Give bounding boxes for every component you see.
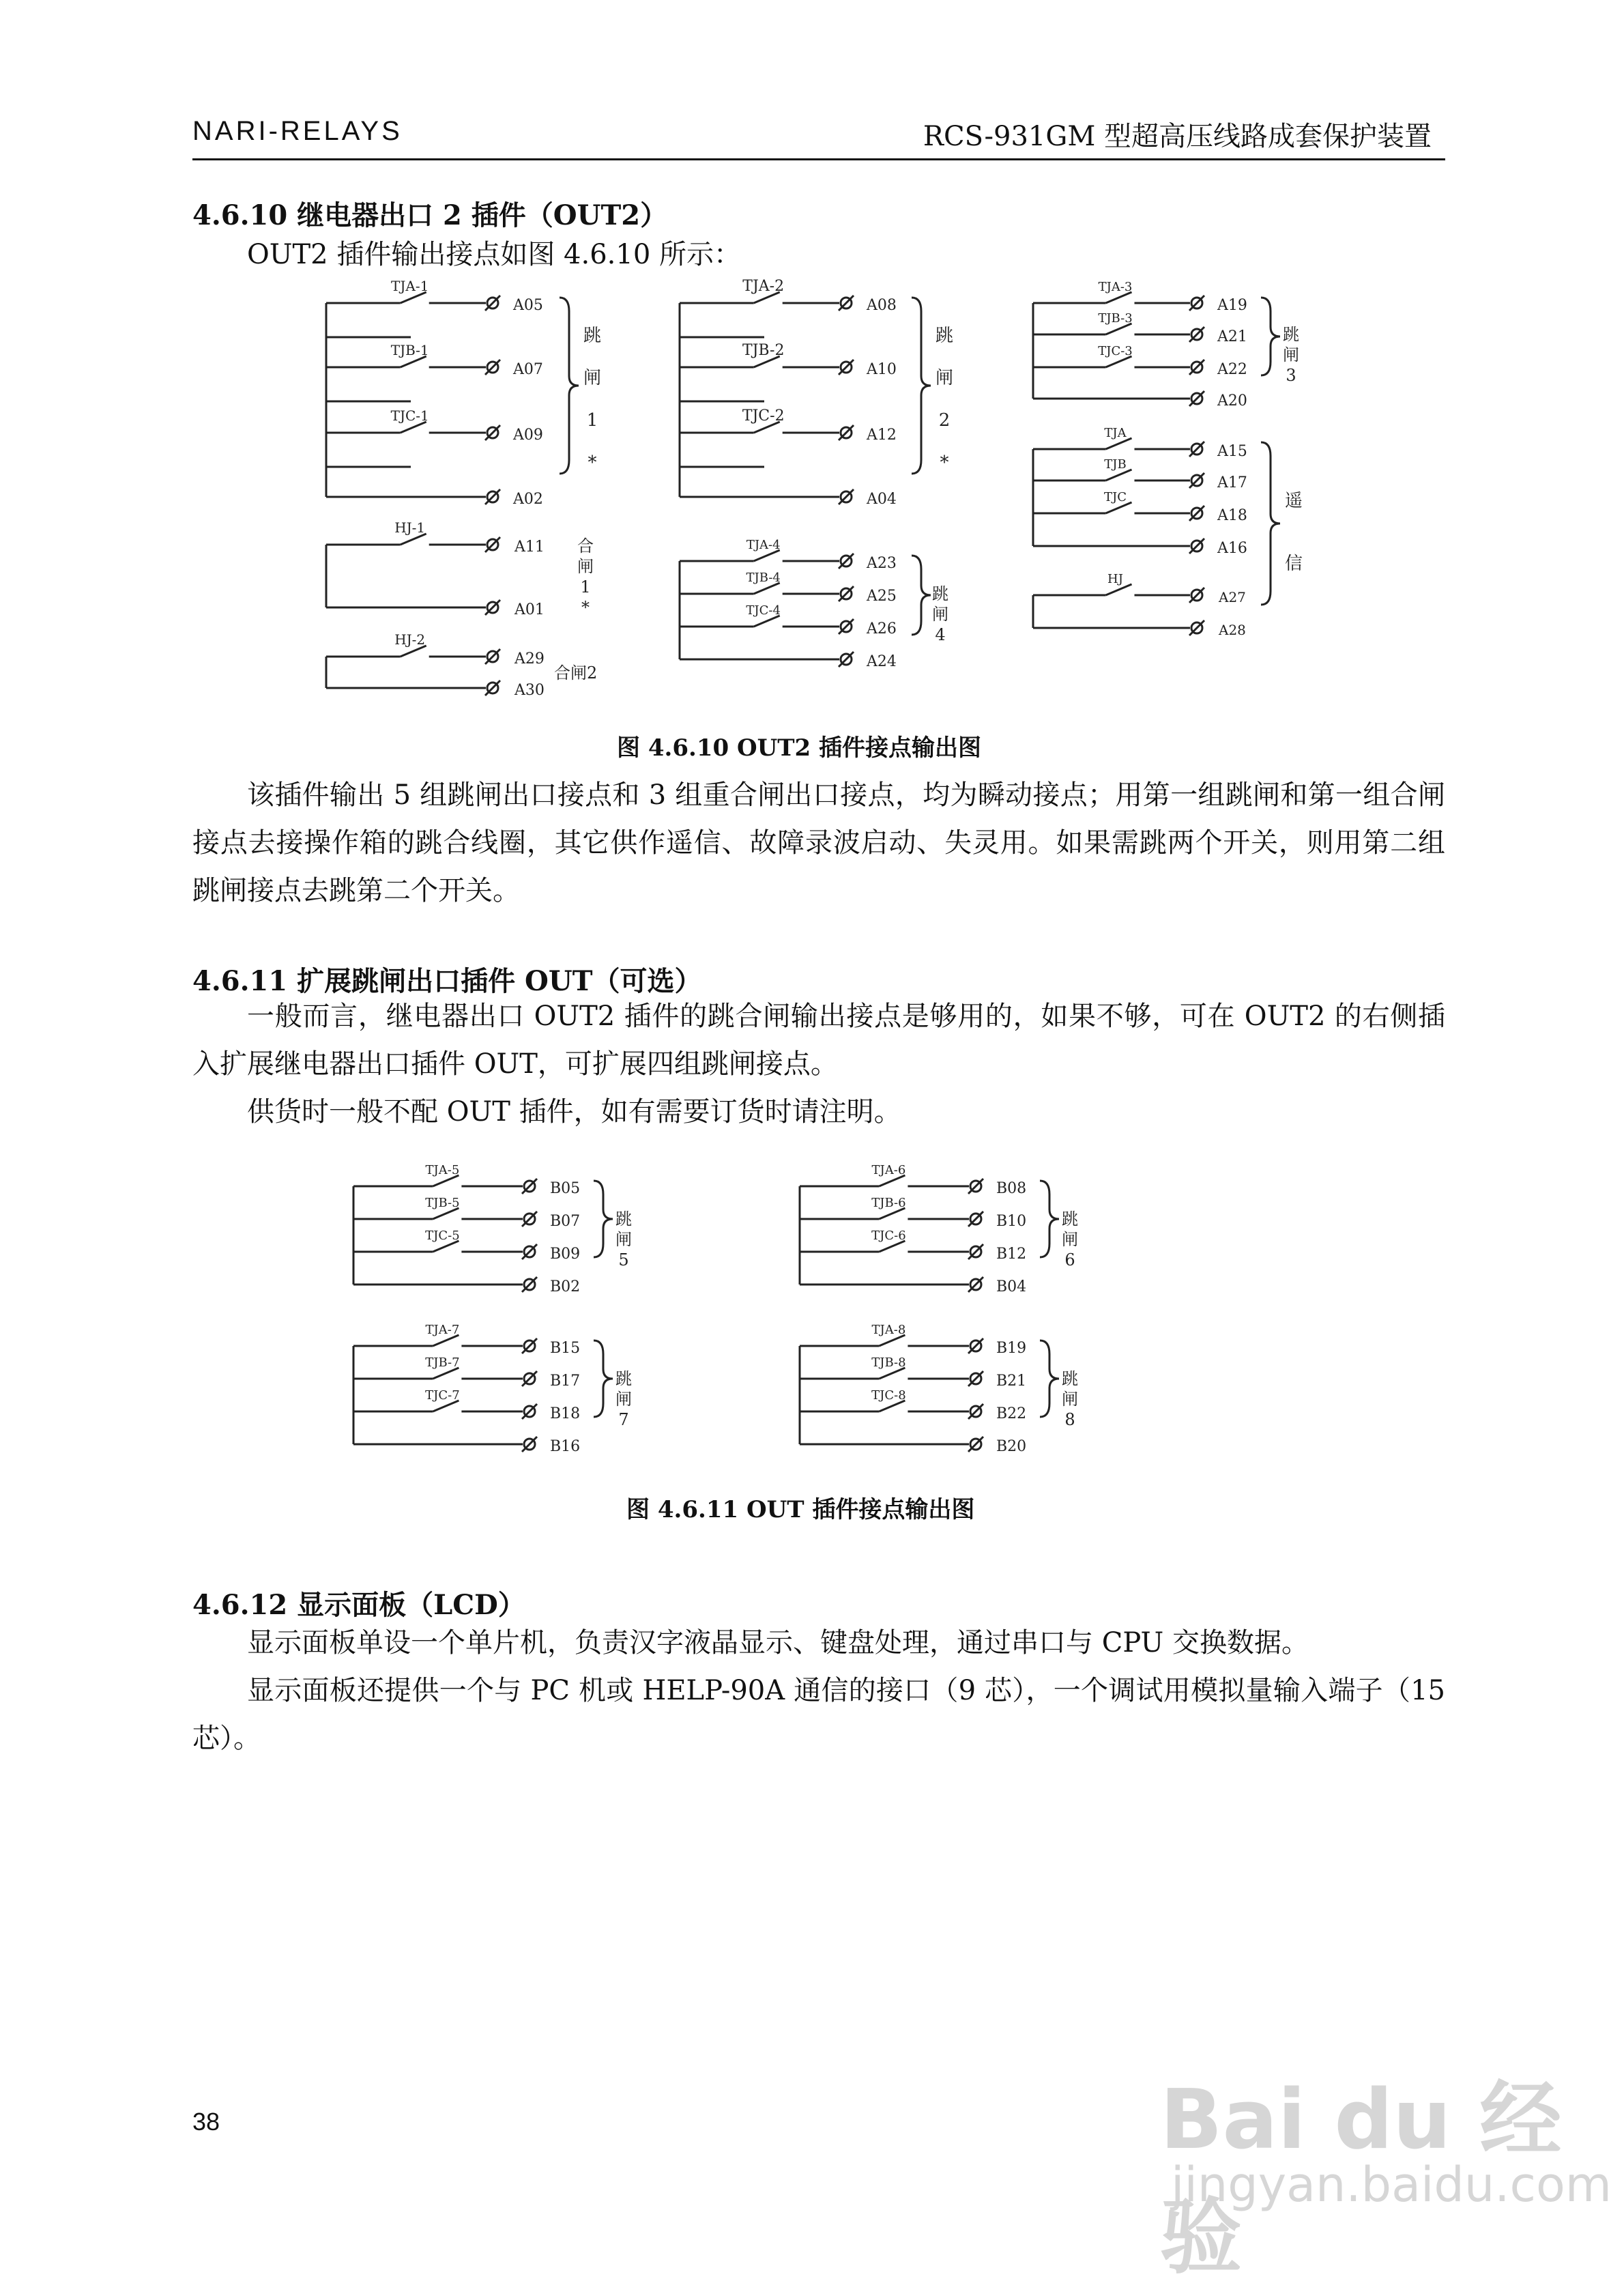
terminal-label: A07	[513, 361, 543, 378]
contact-label: TJC-5	[425, 1229, 460, 1243]
group-label: 8	[1064, 1410, 1075, 1429]
contact-label: TJA-3	[1098, 280, 1133, 294]
section-p2-4-6-11: 供货时一般不配 OUT 插件，如有需要订货时请注明。	[247, 1096, 901, 1128]
group-label: 闸	[1283, 345, 1299, 364]
contact-label: TJC-4	[746, 603, 781, 618]
watermark-url: jingyan.baidu.com	[1171, 2157, 1612, 2213]
contact-label: TJA-7	[425, 1323, 460, 1337]
figure-caption-4-6-10: 图 4.6.10 OUT2 插件接点输出图	[617, 734, 982, 762]
contact-label: TJC-8	[871, 1388, 906, 1403]
group-label: *	[940, 453, 949, 473]
group-brace	[560, 298, 579, 474]
terminal-label: A23	[867, 555, 897, 572]
group-label: 1	[580, 577, 591, 597]
terminal-label: B19	[996, 1340, 1027, 1357]
terminal-label: B20	[996, 1438, 1027, 1455]
watermark-brand: Bai du 经验	[1160, 2073, 1562, 2285]
group-label: 合	[577, 536, 594, 556]
figure-out-diagram	[0, 1147, 1624, 1474]
figure-out2-diagram	[0, 0, 1624, 723]
group-brace	[594, 1340, 613, 1417]
contact-label: TJB-4	[746, 571, 781, 585]
terminal-label: B16	[550, 1438, 581, 1455]
terminal-label: A08	[867, 297, 897, 314]
group-brace	[912, 556, 931, 635]
group-label: 闸	[935, 368, 954, 388]
group-label: 跳	[615, 1209, 632, 1229]
contact-label: HJ	[1107, 572, 1123, 586]
terminal-label: A26	[867, 620, 897, 637]
terminal-label: A05	[513, 297, 543, 314]
contact-label: HJ-1	[394, 519, 426, 536]
terminal-label: A30	[514, 682, 545, 699]
contact-label: TJA-4	[746, 538, 781, 552]
contact-label: TJA-5	[425, 1163, 460, 1177]
contact-label: TJA-1	[391, 278, 429, 294]
terminal-label: A01	[514, 601, 545, 618]
group-label: 跳	[583, 326, 602, 346]
group-label: *	[588, 453, 597, 473]
group-label: 闸	[1062, 1230, 1078, 1249]
group-label: 信	[1284, 554, 1303, 574]
contact-label: TJC-3	[1098, 344, 1133, 358]
terminal-label: A24	[867, 653, 897, 670]
terminal-label: B08	[996, 1180, 1027, 1197]
contact-label: TJA-8	[871, 1323, 906, 1337]
group-brace	[1261, 442, 1280, 605]
section-intro: OUT2 插件输出接点如图 4.6.10 所示：	[247, 239, 742, 270]
group-brace	[1261, 298, 1280, 375]
group-label: 跳	[615, 1369, 632, 1388]
contact-label: TJB-6	[871, 1196, 906, 1210]
terminal-label: A17	[1217, 474, 1247, 491]
contact-label: TJC-7	[425, 1388, 460, 1403]
section-title-4-6-11: 4.6.11 扩展跳闸出口插件 OUT（可选）	[192, 965, 702, 997]
group-label: 3	[1286, 366, 1296, 385]
group-label: 跳	[935, 326, 954, 346]
page-number: 38	[192, 2108, 220, 2136]
contact-label: TJB-8	[871, 1355, 906, 1370]
terminal-label: B22	[996, 1405, 1027, 1422]
group-label: 跳	[932, 584, 948, 603]
group-brace	[1040, 1181, 1059, 1257]
terminal-label: A19	[1217, 297, 1247, 314]
group-label: 7	[618, 1410, 629, 1429]
figure-caption-4-6-11: 图 4.6.11 OUT 插件接点输出图	[626, 1496, 975, 1523]
terminal-label: A09	[513, 427, 543, 444]
contact-label: TJC-1	[390, 407, 429, 424]
group-label: 闸	[615, 1390, 632, 1409]
contact-label: TJC	[1104, 490, 1127, 504]
group-label: 1	[586, 410, 598, 431]
terminal-label: B10	[996, 1213, 1027, 1230]
group-brace	[912, 298, 931, 474]
terminal-label: A11	[514, 539, 545, 556]
terminal-label: A21	[1217, 328, 1247, 345]
group-label: 闸	[932, 605, 948, 624]
terminal-label: B05	[550, 1180, 581, 1197]
contact-label: TJB-5	[425, 1196, 460, 1210]
terminal-label: A22	[1217, 361, 1247, 378]
group-label: 跳	[1283, 325, 1299, 344]
terminal-label: B04	[996, 1278, 1027, 1295]
terminal-label: A10	[867, 361, 897, 378]
section-p1-4-6-12: 显示面板单设一个单片机，负责汉字液晶显示、键盘处理，通过串口与 CPU 交换数据。	[247, 1627, 1309, 1659]
contact-label: TJB-2	[742, 342, 785, 359]
terminal-label: B07	[550, 1213, 581, 1230]
group-label: 跳	[1062, 1209, 1078, 1229]
group-label: 闸	[577, 557, 594, 576]
contact-label: TJB-1	[390, 342, 429, 358]
contact-label: TJC-2	[742, 407, 785, 425]
group-label: *	[581, 598, 590, 617]
section-p1-4-6-11: 一般而言，继电器出口 OUT2 插件的跳合闸输出接点是够用的，如果不够，可在 OUT2 的右侧插入扩展继电器出口插件 OUT，可扩展四组跳闸接点。	[192, 1001, 1445, 1080]
terminal-label: B15	[550, 1340, 581, 1357]
terminal-label: B17	[550, 1373, 581, 1390]
contact-label: TJA	[1104, 426, 1127, 440]
group-label: 闸	[1062, 1390, 1078, 1409]
terminal-label: A16	[1217, 540, 1247, 557]
contact-label: TJB-3	[1098, 311, 1133, 326]
section-title-4-6-12: 4.6.12 显示面板（LCD）	[192, 1589, 525, 1621]
terminal-label: B02	[550, 1278, 581, 1295]
group-label: 跳	[1062, 1369, 1078, 1388]
contact-label: TJB-7	[425, 1355, 460, 1370]
terminal-label: A20	[1217, 392, 1247, 410]
terminal-label: B18	[550, 1405, 581, 1422]
group-label: 合闸2	[554, 663, 598, 683]
section-title-4-6-10: 4.6.10 继电器出口 2 插件（OUT2）	[192, 199, 668, 231]
contact-label: HJ-2	[394, 631, 426, 648]
group-label: 2	[938, 410, 951, 431]
terminal-label: A25	[867, 588, 897, 605]
group-label: 闸	[615, 1230, 632, 1249]
group-brace	[1040, 1340, 1059, 1417]
terminal-label: A12	[867, 427, 897, 444]
terminal-label: B21	[996, 1373, 1027, 1390]
terminal-label: A29	[514, 650, 545, 668]
section-p2-4-6-12: 显示面板还提供一个与 PC 机或 HELP-90A 通信的接口（9 芯），一个调试用模拟量输入端子（15 芯）。	[192, 1675, 1445, 1754]
contact-label: TJC-6	[871, 1229, 906, 1243]
terminal-label: A02	[513, 491, 543, 508]
terminal-label: A28	[1219, 622, 1246, 638]
contact-label: TJB	[1104, 457, 1127, 472]
section-body-4-6-10: 该插件输出 5 组跳闸出口接点和 3 组重合闸出口接点，均为瞬动接点；用第一组跳闸和第一组合闸接点去接操作箱的跳合线圈，其它供作遥信、故障录波启动、失灵用。如果需跳两个开关，则用第二组跳闸接点去跳第二个开关。	[192, 779, 1445, 906]
terminal-label: B12	[996, 1246, 1027, 1263]
group-brace	[594, 1181, 613, 1257]
contact-label: TJA-6	[871, 1163, 906, 1177]
terminal-label: A15	[1217, 443, 1247, 460]
terminal-label: B09	[550, 1246, 581, 1263]
group-label: 4	[935, 625, 946, 644]
terminal-label: A04	[867, 491, 897, 508]
group-label: 6	[1064, 1250, 1075, 1269]
header-right: RCS-931GM 型超高压线路成套保护装置	[923, 121, 1432, 152]
terminal-label: A18	[1217, 507, 1247, 524]
group-label: 5	[618, 1250, 629, 1269]
group-label: 遥	[1284, 491, 1303, 511]
header-left: NARI-RELAYS	[192, 116, 403, 146]
group-label: 闸	[583, 368, 602, 388]
contact-label: TJA-2	[742, 278, 785, 295]
terminal-label: A27	[1219, 589, 1246, 605]
